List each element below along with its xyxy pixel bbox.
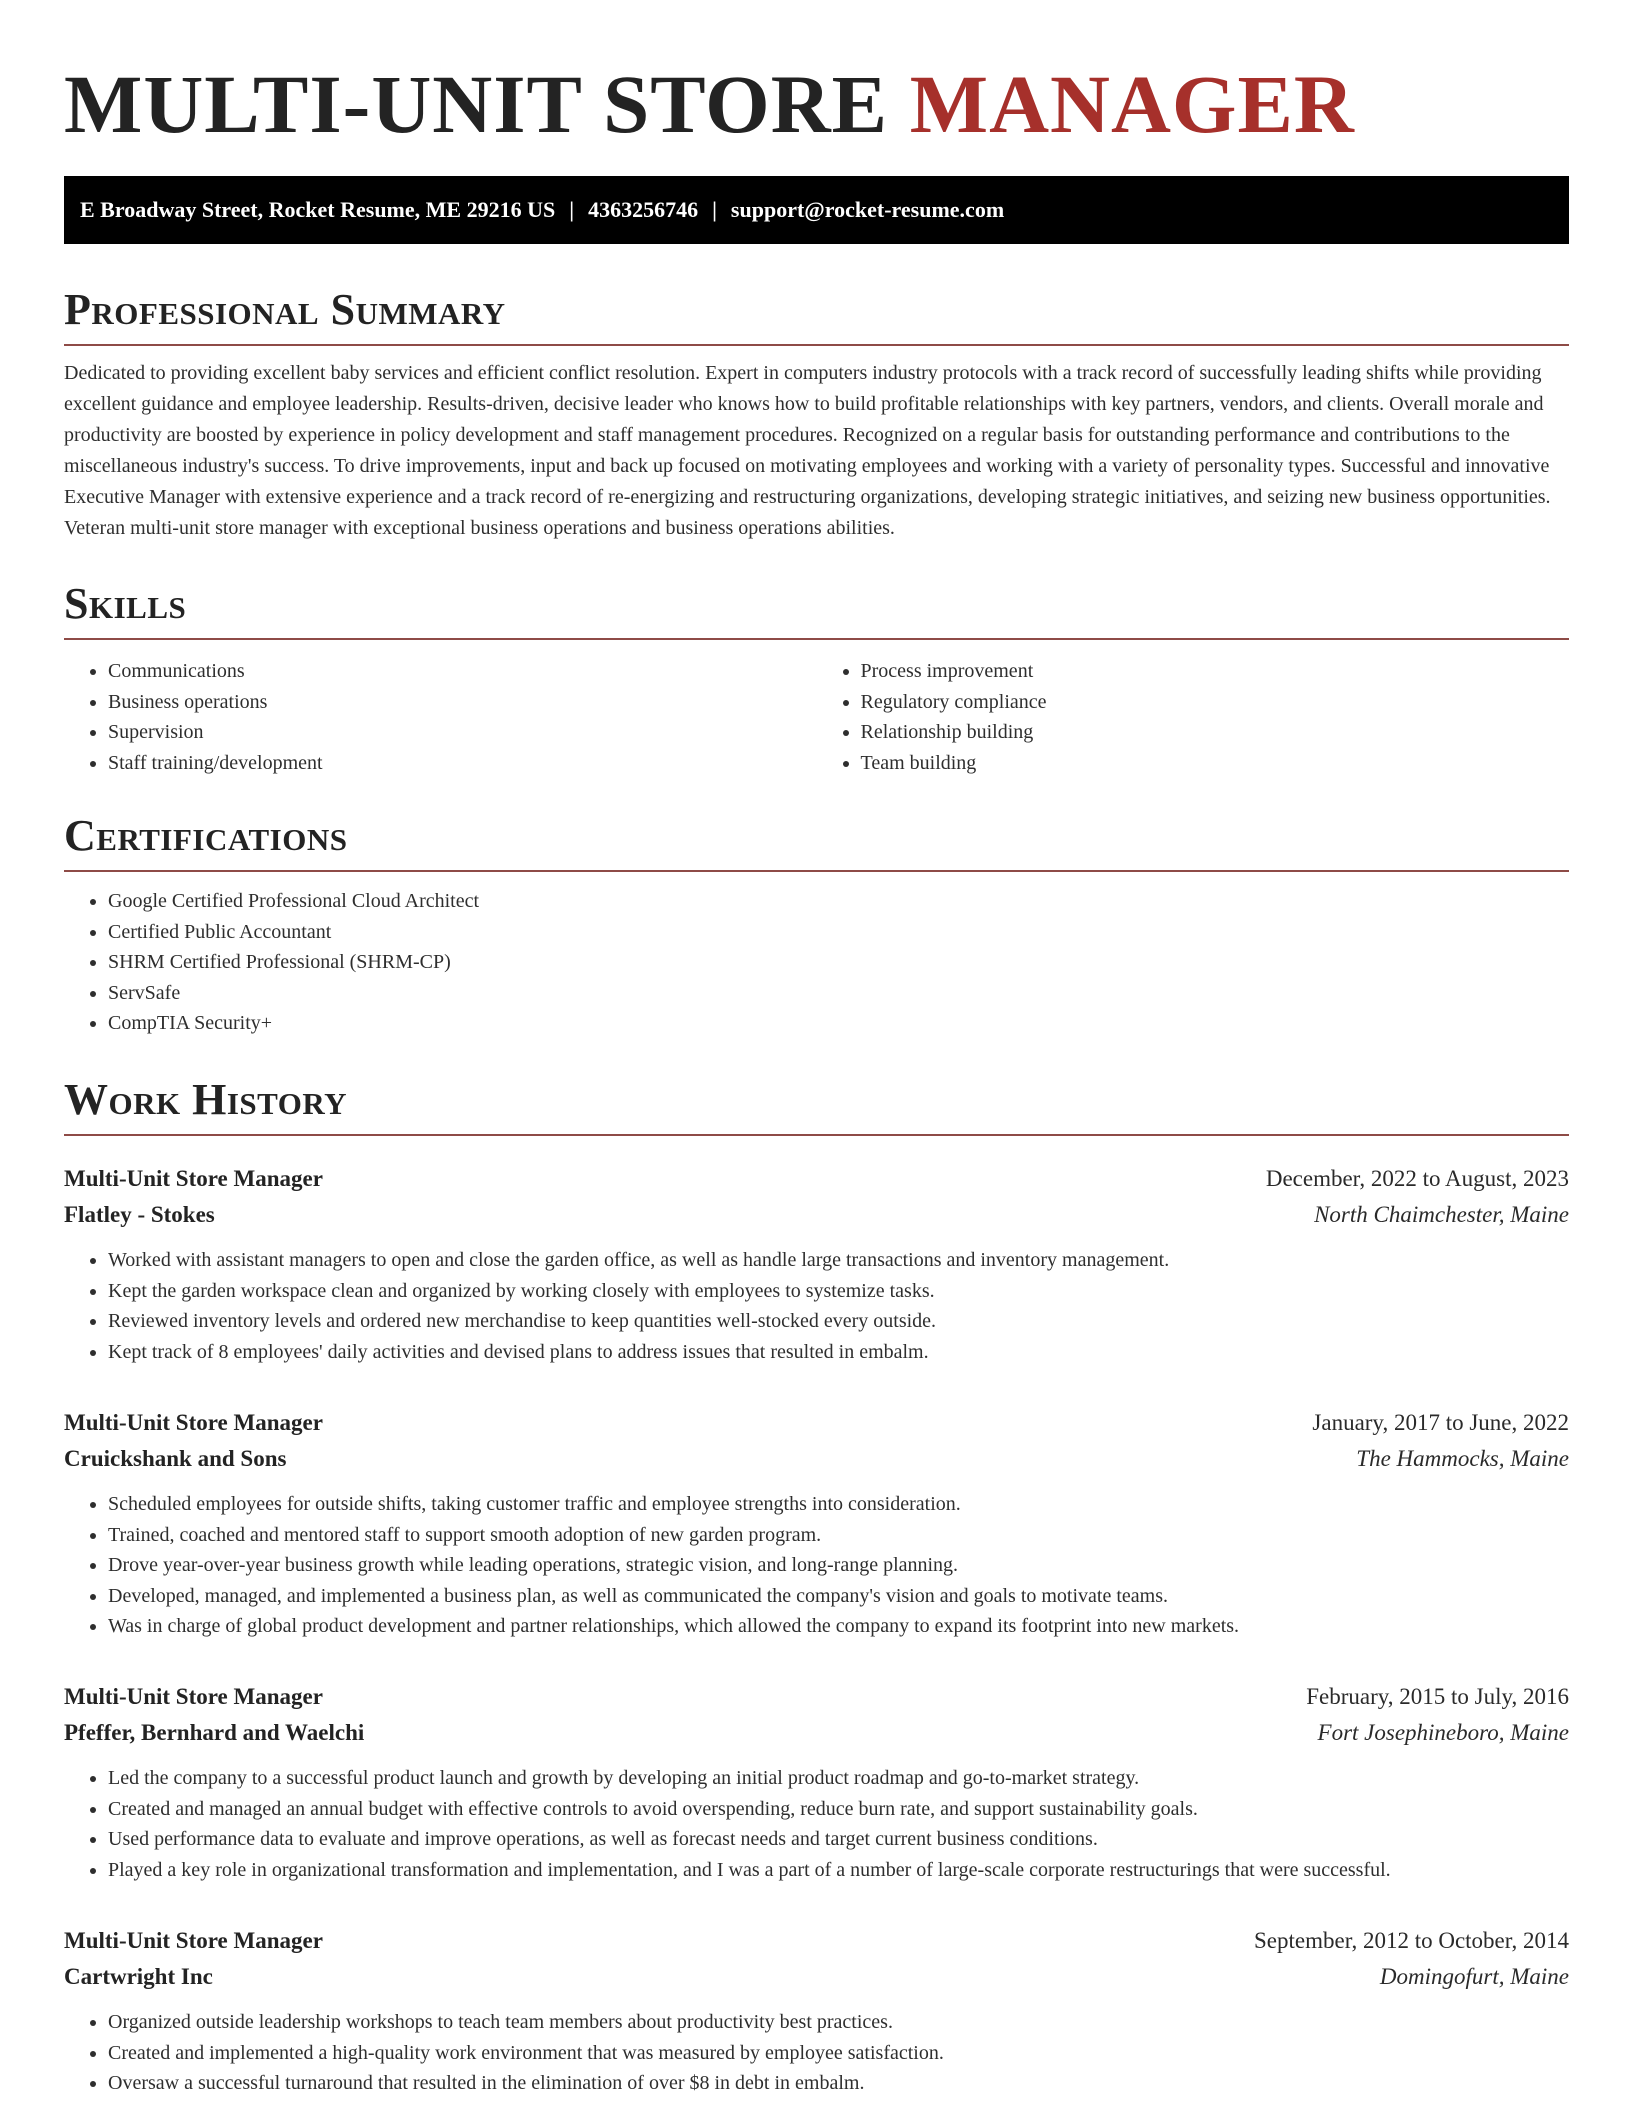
job-title: Multi-Unit Store Manager — [64, 1166, 323, 1191]
job-header-row — [64, 1923, 1569, 1959]
name-part-1: MULTI-UNIT STORE — [64, 58, 888, 150]
section-title-certifications: Certifications — [64, 808, 1569, 872]
job-header-row — [64, 1679, 1569, 1715]
job-location: Fort Josephineboro, Maine — [1317, 1720, 1569, 1745]
work-history-section — [64, 1072, 1569, 1136]
skill-item: • Business operations — [108, 687, 817, 718]
name-part-2: MANAGER — [909, 58, 1355, 150]
section-title-summary: Professional Summary — [64, 282, 1569, 346]
job-bullet: • Drove year-over-year business growth while leading operations, strategic vision, and long-range planning. — [108, 1550, 1569, 1581]
contact-email: support@rocket-resume.com — [730, 197, 1005, 222]
certifications-section — [64, 808, 1569, 1039]
skill-item: • Team building — [861, 748, 1570, 779]
job-bullet: • Oversaw a successful turnaround that resulted in the elimination of over $8 in debt in embalm. — [108, 2068, 1569, 2099]
skill-item: • Communications — [108, 656, 817, 687]
job-location: Domingofurt, Maine — [1379, 1964, 1569, 1989]
job-company: Cruickshank and Sons — [64, 1446, 287, 1471]
contact-address: E Broadway Street, Rocket Resume, ME 29216 US — [80, 197, 556, 222]
job-company: Flatley - Stokes — [64, 1202, 215, 1227]
skill-item: • Relationship building — [861, 717, 1570, 748]
job-bullet: • Trained, coached and mentored staff to support smooth adoption of new garden program. — [108, 1520, 1569, 1551]
job-bullet: • Used performance data to evaluate and improve operations, as well as forecast needs and target current business conditions. — [108, 1824, 1569, 1855]
certification-item: • Google Certified Professional Cloud Architect — [108, 886, 1569, 917]
certifications-list — [64, 886, 1569, 1039]
contact-separator: | — [712, 197, 717, 222]
job-header-row — [64, 1405, 1569, 1441]
skills-list-left — [64, 656, 817, 778]
skill-item: • Staff training/development — [108, 748, 817, 779]
job-entry — [64, 1679, 1569, 1885]
job-dates: December, 2022 to August, 2023 — [1265, 1166, 1569, 1191]
job-bullet: • Developed, managed, and implemented a business plan, as well as communicated the company's vision and goals to motivate teams. — [108, 1581, 1569, 1612]
certification-item: • SHRM Certified Professional (SHRM-CP) — [108, 947, 1569, 978]
job-entry — [64, 1923, 1569, 2099]
skills-columns — [64, 656, 1569, 778]
skill-item: • Regulatory compliance — [861, 687, 1570, 718]
job-dates: February, 2015 to July, 2016 — [1306, 1684, 1569, 1709]
job-bullet: • Played a key role in organizational transformation and implementation, and I was a part of a number of large-scale corporate restructurings that were successful. — [108, 1855, 1569, 1886]
certification-item: • ServSafe — [108, 978, 1569, 1009]
job-title: Multi-Unit Store Manager — [64, 1410, 323, 1435]
section-title-work-history: Work History — [64, 1072, 1569, 1136]
job-dates: September, 2012 to October, 2014 — [1254, 1928, 1569, 1953]
job-bullet: • Scheduled employees for outside shifts, taking customer traffic and employee strengths into consideration. — [108, 1489, 1569, 1520]
job-company-row — [64, 1715, 1569, 1751]
job-bullet: • Was in charge of global product development and partner relationships, which allowed the company to expand its footprint into new markets. — [108, 1611, 1569, 1642]
job-company-row — [64, 1441, 1569, 1477]
job-bullet: • Kept track of 8 employees' daily activities and devised plans to address issues that resulted in embalm. — [108, 1337, 1569, 1368]
job-header-row — [64, 1161, 1569, 1197]
job-entry — [64, 1405, 1569, 1642]
job-bullet: • Led the company to a successful product launch and growth by developing an initial product roadmap and go-to-market strategy. — [108, 1763, 1569, 1794]
job-bullet: • Worked with assistant managers to open and close the garden office, as well as handle large transactions and inventory management. — [108, 1245, 1569, 1276]
summary-text: Dedicated to providing excellent baby services and efficient conflict resolution. Expert in computers industry protocols with a track record of successfully leading shifts while providing excellent guidance and employee leadership. Results-driven, decisive leader who knows how to build profitable relationships with key partners, vendors, and clients. Overall morale and productivity are boosted by experience in policy development and staff management procedures. Recognized on a regular basis for outstanding performance and contributions to the miscellaneous industry's success. To drive improvements, input and back up focused on motivating employees and working with a variety of personality types. Successful and innovative Executive Manager with extensive experience and a track record of re-energizing and restructuring organizations, developing strategic initiatives, and seizing new business opportunities. Veteran multi-unit store manager with exceptional business operations and business operations abilities. — [64, 362, 1551, 539]
job-bullets — [64, 1245, 1569, 1367]
job-bullet: • Organized outside leadership workshops to teach team members about productivity best practices. — [108, 2007, 1569, 2038]
job-company: Cartwright Inc — [64, 1964, 213, 1989]
contact-separator: | — [569, 197, 575, 222]
skills-list-right — [817, 656, 1570, 778]
section-title-skills: Skills — [64, 576, 1569, 640]
summary-section — [64, 282, 1569, 544]
job-location: The Hammocks, Maine — [1356, 1446, 1569, 1471]
job-bullet: • Kept the garden workspace clean and organized by working closely with employees to systemize tasks. — [108, 1276, 1569, 1307]
job-title: Multi-Unit Store Manager — [64, 1928, 323, 1953]
job-bullet: • Created and managed an annual budget with effective controls to avoid overspending, reduce burn rate, and support sustainability goals. — [108, 1794, 1569, 1825]
skill-item: • Supervision — [108, 717, 817, 748]
job-company-row — [64, 1959, 1569, 1995]
contact-bar — [64, 176, 1569, 244]
contact-phone: 4363256746 — [588, 197, 699, 222]
resume-name — [64, 54, 1355, 154]
certification-item: • CompTIA Security+ — [108, 1008, 1569, 1039]
skill-item: • Process improvement — [861, 656, 1570, 687]
job-bullets — [64, 1489, 1569, 1642]
job-title: Multi-Unit Store Manager — [64, 1684, 323, 1709]
job-bullet: • Reviewed inventory levels and ordered new merchandise to keep quantities well-stocked every outside. — [108, 1306, 1569, 1337]
job-bullets — [64, 2007, 1569, 2099]
job-location: North Chaimchester, Maine — [1314, 1202, 1569, 1227]
job-bullet: • Created and implemented a high-quality work environment that was measured by employee satisfaction. — [108, 2038, 1569, 2069]
skills-section — [64, 576, 1569, 778]
job-company-row — [64, 1197, 1569, 1233]
job-entry — [64, 1161, 1569, 1367]
job-dates: January, 2017 to June, 2022 — [1312, 1410, 1569, 1435]
job-company: Pfeffer, Bernhard and Waelchi — [64, 1720, 365, 1745]
certification-item: • Certified Public Accountant — [108, 917, 1569, 948]
job-bullets — [64, 1763, 1569, 1885]
